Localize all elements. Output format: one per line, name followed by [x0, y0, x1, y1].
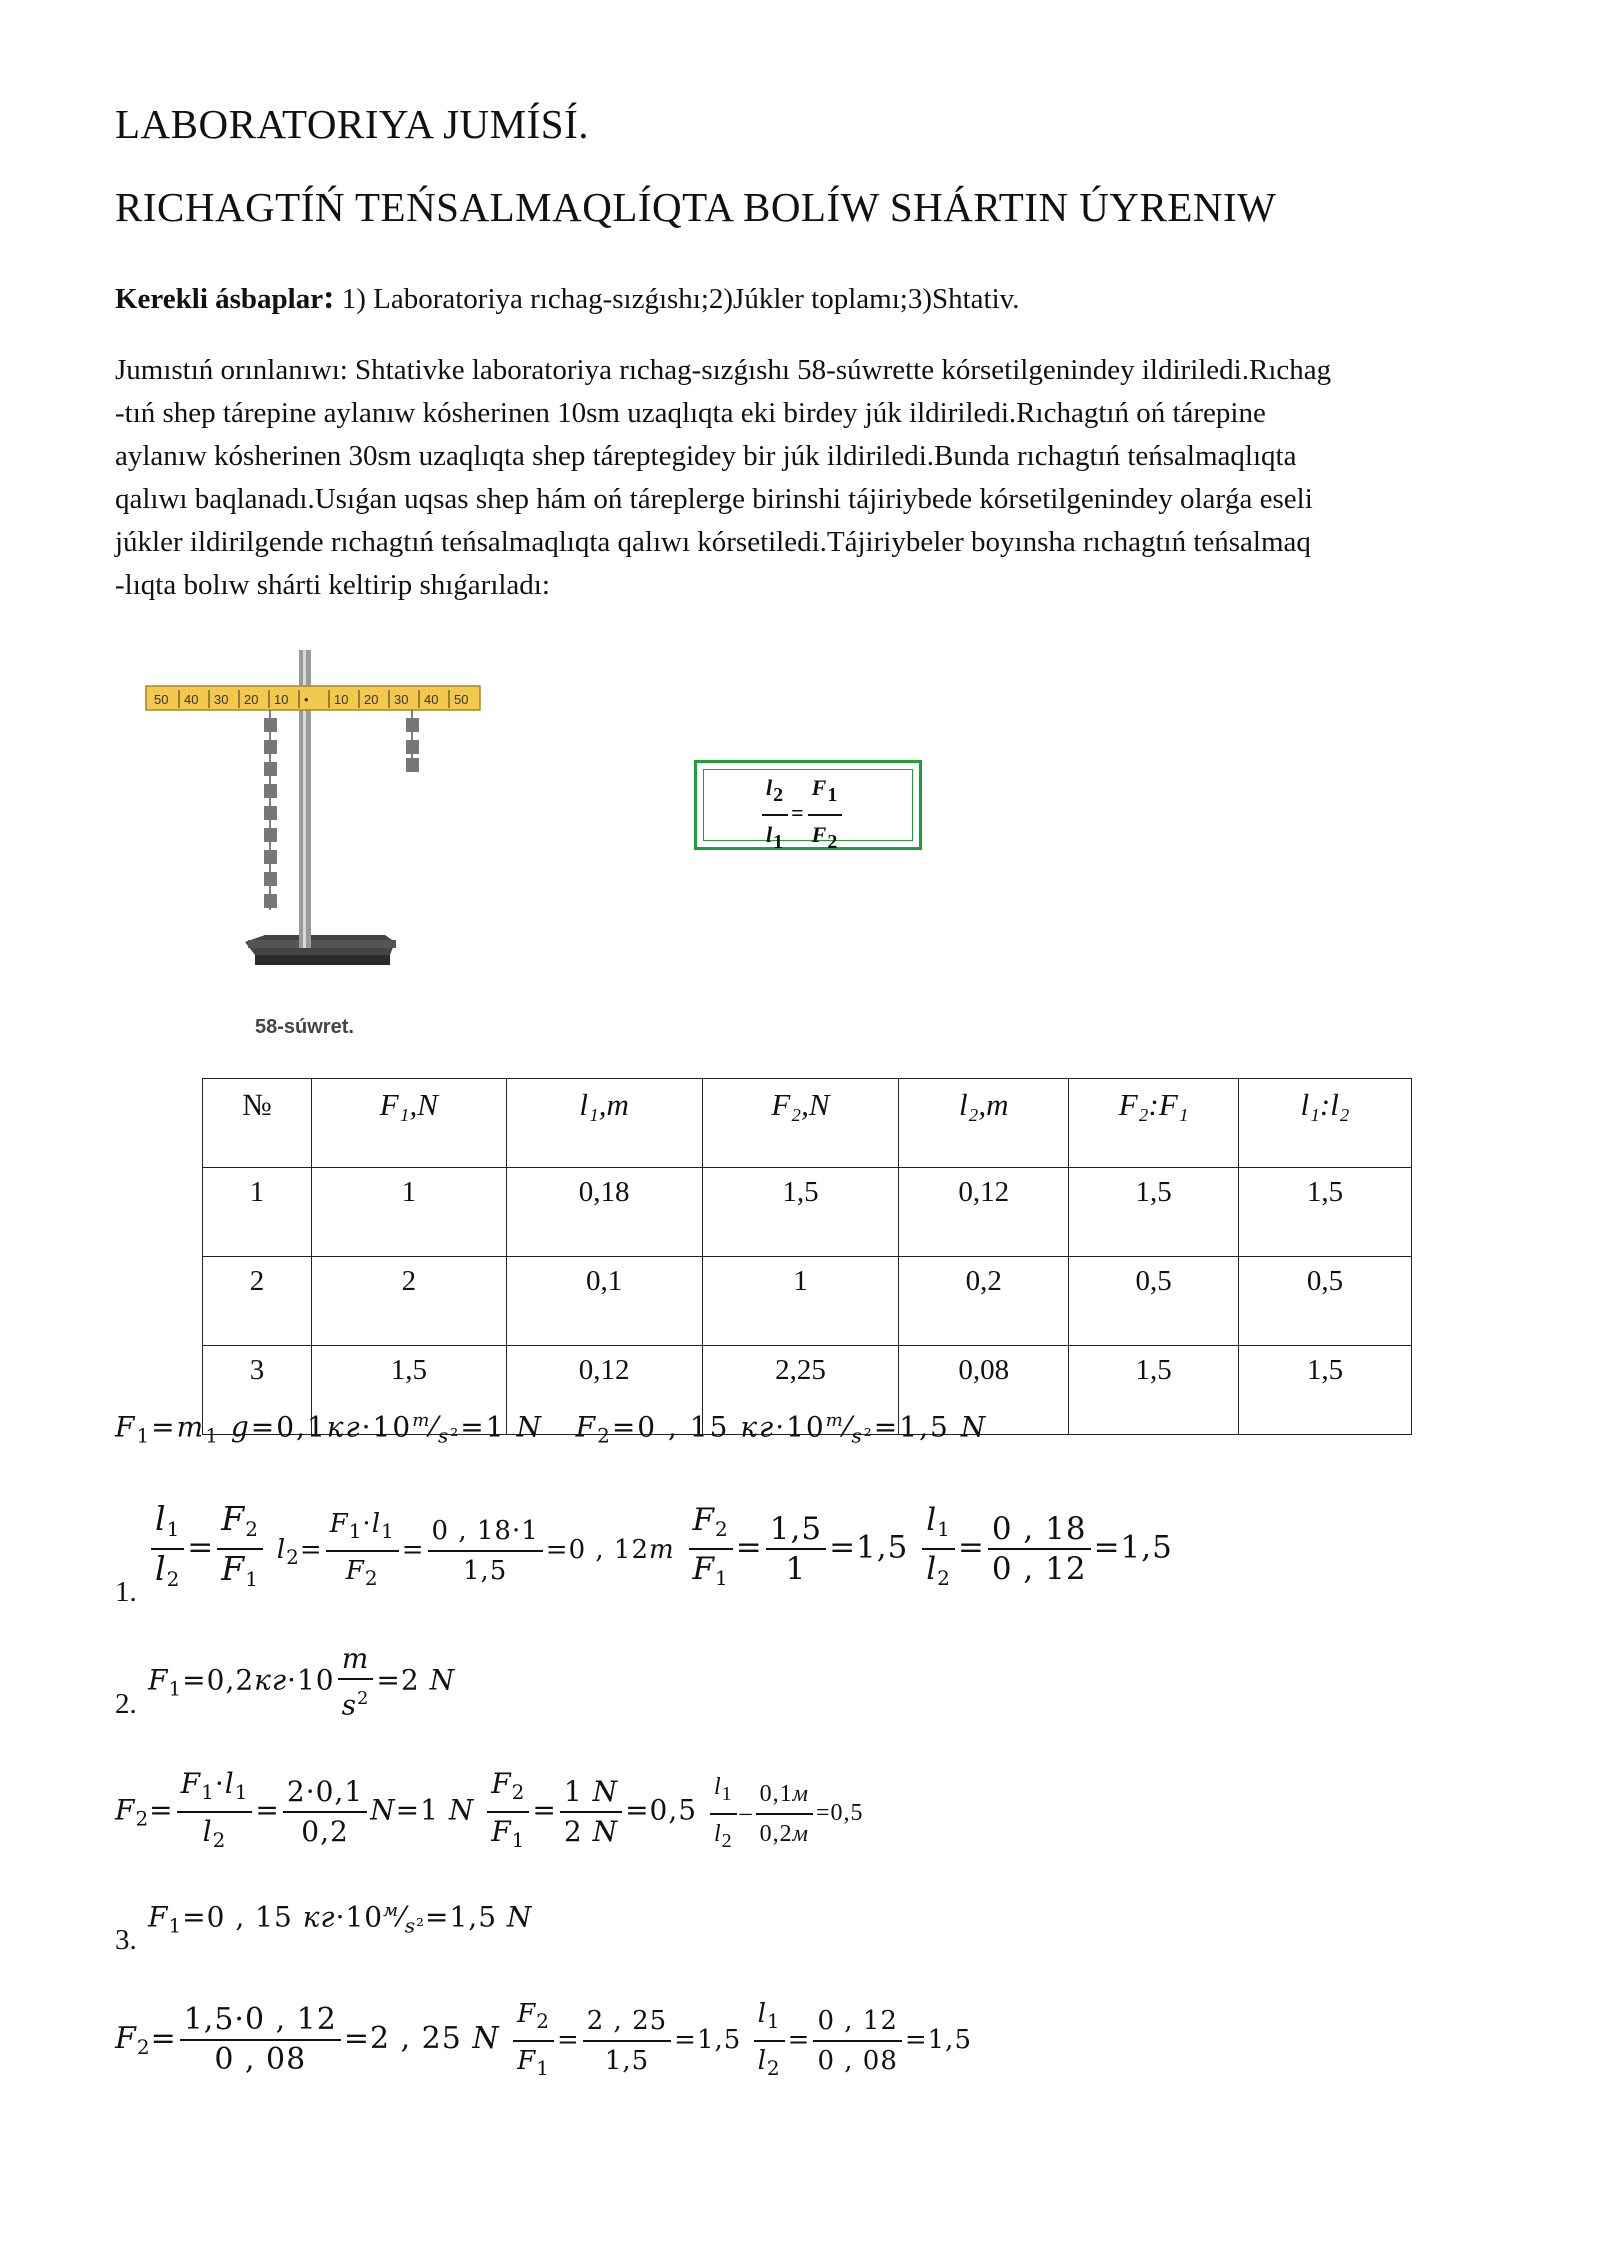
table-cell: 0,08: [899, 1346, 1069, 1435]
table-header-row: [203, 1079, 1412, 1168]
table-cell: 0,5: [1239, 1257, 1412, 1346]
left-weights: [264, 710, 277, 910]
procedure-line: qalıwı baqlanadı.Usıǵan uqsas shep hám oń táreplerge birinshi tájiriybede kórsetilgenindey olarǵa eseli: [115, 483, 1313, 515]
scale-label: 30: [214, 692, 229, 707]
table-cell: 0,18: [506, 1168, 702, 1257]
formula-1: $\frac{l_1}{l_2}$ = $\frac{F_2}{F_1}$ $l_2=$ $\frac{F_1\cdot l_1}{F_2}$ = $\frac{0 , 18\cdot 1}{1,5}$ =0 , 12m $\frac{F_2}{F_1}$ = $\frac{1,5}{1}$ =1,5 $\frac{l_1}{l_2}$ = $\frac{0 , 18}{0 , 12}$ =1,5: [148, 1500, 1173, 1598]
table-cell: 0,5: [1069, 1257, 1239, 1346]
table-cell: 1,5: [702, 1168, 899, 1257]
table-header: l₁:l₂: [1239, 1079, 1412, 1168]
formula-2b: $F_2=$ $\frac{F_1\cdot l_1}{l_2}$ = $\frac{2\cdot 0,1}{0,2}$ N=1 N $\frac{F_2}{F_1}$ = $\frac{1 N}{2 N}$ =0,5 $\frac{l_1}{l_2}$ – $\frac{0,1м}{0,2м}$ =0,5: [115, 1767, 864, 1852]
force-calculation-line: $F_1=m_1$ $g=0,1кг\cdot 10^m⁄_{s^2}=1$ N $F_2=0$ , 15 $кг\cdot 10^m⁄_{s^2}=1,5$ N: [115, 1410, 988, 1448]
table-row: [203, 1168, 1412, 1257]
table-header: F₂:F₁: [1069, 1079, 1239, 1168]
table-cell: 3: [203, 1346, 312, 1435]
table-cell: 1,5: [1069, 1168, 1239, 1257]
equipment-text: 1) Laboratoriya rıchag-sızǵıshı;2)Júkler toplamı;3)Shtativ.: [334, 283, 1020, 315]
list-number: 3.: [115, 1924, 137, 1956]
scale-label: 40: [184, 692, 199, 707]
table-cell: 1,5: [1069, 1346, 1239, 1435]
list-number: 2.: [115, 1688, 137, 1720]
table-header: F₁,N: [311, 1079, 506, 1168]
formula-3: $F_1=0$ , 15 $кг\cdot 10^м⁄_{s^2}=1,5$ N: [148, 1900, 533, 1938]
scale-label: 40: [424, 692, 439, 707]
scale-label: •: [304, 692, 309, 707]
table-cell: 1,5: [1239, 1346, 1412, 1435]
scale-label: 20: [244, 692, 259, 707]
list-number: 1.: [115, 1576, 137, 1608]
table-cell: 2: [203, 1257, 312, 1346]
table-header: l₁,m: [506, 1079, 702, 1168]
lever-stand-figure: [140, 640, 500, 1050]
table-cell: 0,12: [899, 1168, 1069, 1257]
equipment-label: Kerekli ásbaplar: [115, 283, 324, 315]
formula-2: $F_1=0,2кг\cdot 10$ $\frac{m}{s^2}$ =2 N: [148, 1642, 456, 1722]
procedure-line: Jumıstıń orınlanıwı: Shtativke laboratoriya rıchag-sızǵıshı 58-súwrette kórsetilgenindey ildiriledi.Rıchag: [115, 354, 1332, 386]
figure-caption: 58-súwret.: [255, 1016, 354, 1038]
table-header: F₂,N: [702, 1079, 899, 1168]
table-cell: 1: [203, 1168, 312, 1257]
table-header: №: [203, 1079, 312, 1168]
procedure-line: júkler ildirilgende rıchagtıń teńsalmaqlıqta qalıwı kórsetiledi.Tájiriybeler boyınsha rıchagtıń teńsalmaq: [115, 526, 1311, 558]
right-weights: [406, 710, 419, 772]
table-cell: 1,5: [1239, 1168, 1412, 1257]
table-cell: 1: [311, 1168, 506, 1257]
lever-balance-formula: $\frac{l_2}{l_1}$ = $\frac{F_1}{F_2}$: [759, 769, 845, 861]
table-cell: 2,25: [702, 1346, 899, 1435]
table-cell: 2: [311, 1257, 506, 1346]
scale-label: 30: [394, 692, 409, 707]
scale-label: 50: [154, 692, 169, 707]
scale-label: 20: [364, 692, 379, 707]
table-cell: 0,1: [506, 1257, 702, 1346]
formula-frame: [694, 760, 922, 853]
table-cell: 1: [702, 1257, 899, 1346]
table-cell: 0,2: [899, 1257, 1069, 1346]
formula-3b: $F_2=$ $\frac{1,5\cdot 0 , 12}{0 , 08}$ =2 , 25 N $\frac{F_2}{F_1}$ = $\frac{2 , 25}{1,5}$ =1,5 $\frac{l_1}{l_2}$ = $\frac{0 , 12}{0 , 08}$ =1,5: [115, 1995, 972, 2087]
procedure-paragraph: [115, 349, 1515, 607]
title-line-1: LABORATORIYA JUMÍSÍ.: [115, 101, 589, 147]
title-line-2: RICHAGTÍŃ TEŃSALMAQLÍQTA BOLÍW SHÁRTIN ÚYRENIW: [115, 184, 1277, 230]
procedure-line: aylanıw kósherinen 30sm uzaqlıqta shep táreptegidey bir júk ildiriledi.Bunda rıchagtıń teńsalmaqlıqta: [115, 440, 1297, 472]
table-cell: 1,5: [311, 1346, 506, 1435]
equipment-paragraph: Kerekli ásbaplar: 1) Laboratoriya rıchag-sızǵıshı;2)Júkler toplamı;3)Shtativ.: [115, 279, 1020, 316]
results-table: [202, 1078, 1412, 1435]
table-cell: 0,12: [506, 1346, 702, 1435]
procedure-line: -tıń shep tárepine aylanıw kósherinen 10sm uzaqlıqta eki birdey júk ildiriledi.Rıchagtıń oń tárepine: [115, 397, 1266, 429]
scale-label: 10: [334, 692, 349, 707]
table-header: l₂,m: [899, 1079, 1069, 1168]
procedure-line: -lıqta bolıw shárti keltirip shıǵarıladı:: [115, 569, 550, 601]
table-row: [203, 1257, 1412, 1346]
scale-label: 50: [454, 692, 469, 707]
scale-label: 10: [274, 692, 289, 707]
